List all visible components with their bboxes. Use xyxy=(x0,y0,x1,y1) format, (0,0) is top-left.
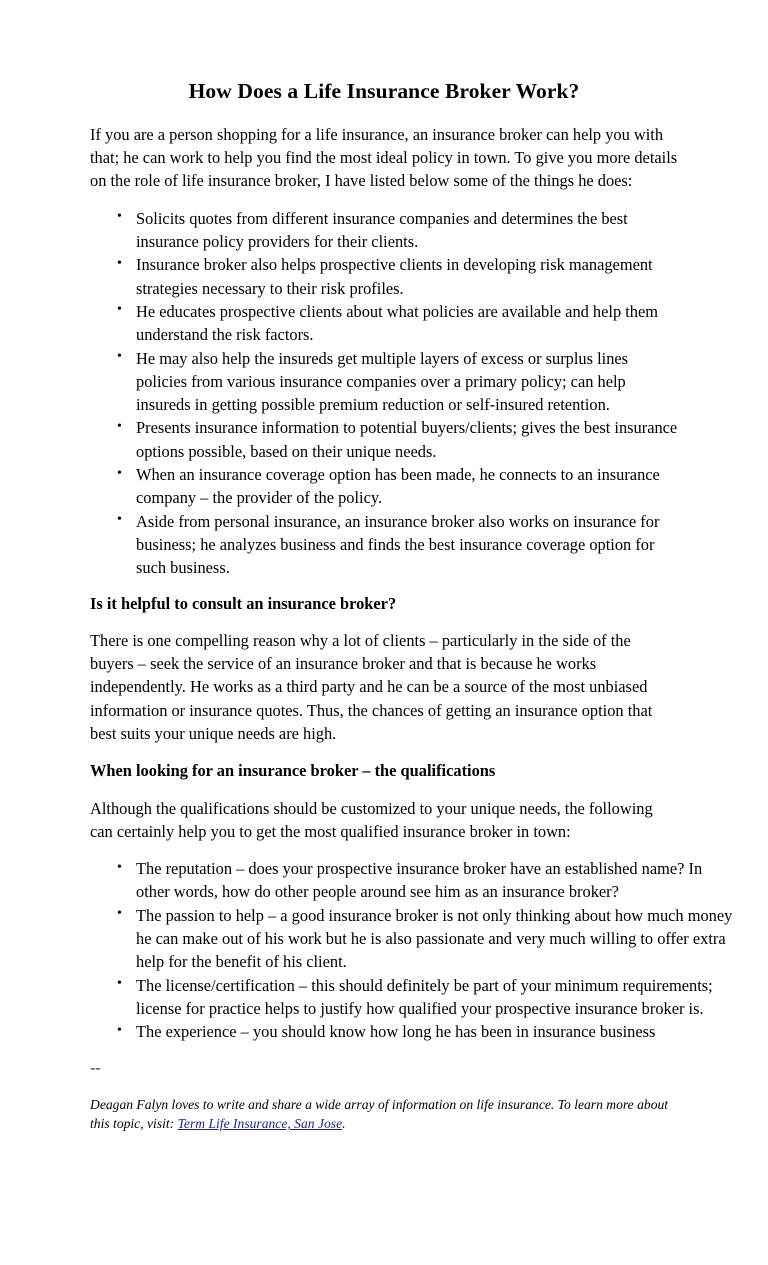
signature-text-before-link: Deagan Falyn loves to write and share a wide array of information on life insurance. To learn more about this topic, visit: xyxy=(90,1096,669,1132)
list-item: • The license/certification – this should definitely be part of your minimum requirements; license for practice helps to justify how qualified your prospective insurance broker is. xyxy=(90,974,733,1021)
list-item: • He educates prospective clients about what policies are available and help them understand the risk factors. xyxy=(90,300,678,347)
list-item: • He may also help the insureds get multiple layers of excess or surplus lines policies from various insurance companies over a primary policy; can help insureds in getting possible premium reduction or self-insured retention. xyxy=(90,347,678,417)
qualifications-list xyxy=(90,857,733,1043)
list-item: • The reputation – does your prospective insurance broker have an established name? In other words, how do other people around see him as an insurance broker? xyxy=(90,857,733,904)
paragraph-is-it-helpful: There is one compelling reason why a lot of clients – particularly in the side of the buyers – seek the service of an insurance broker and that is because he works independently. He works as a third party and he can be a source of the most unbiased information or insurance quotes. Thus, the chances of getting an insurance option that best suits your unique needs are high. xyxy=(90,630,653,743)
list-item: • The passion to help – a good insurance broker is not only thinking about how much money he can make out of his work but he is also passionate and very much willing to offer extra help for the benefit of his client. xyxy=(90,904,733,974)
page-title: How Does a Life Insurance Broker Work? xyxy=(188,79,580,103)
list-item: • Aside from personal insurance, an insurance broker also works on insurance for business; he analyzes business and finds the best insurance coverage option for such business. xyxy=(90,510,678,580)
author-signature xyxy=(90,1095,670,1134)
signature-separator: -- xyxy=(90,1057,101,1077)
intro-paragraph: If you are a person shopping for a life insurance, an insurance broker can help you with that; he can work to help you find the most ideal policy in town. To give you more details on the role of life insurance broker, I have listed below some of the things he does: xyxy=(90,124,678,191)
document-body xyxy=(90,78,733,1133)
list-item: • Insurance broker also helps prospective clients in developing risk management strategies necessary to their risk profiles. xyxy=(90,253,678,300)
heading-qualifications: When looking for an insurance broker – the qualifications xyxy=(90,761,496,781)
paragraph-qualifications: Although the qualifications should be customized to your unique needs, the following can certainly help you to get the most qualified insurance broker in town: xyxy=(90,798,653,841)
term-life-insurance-link[interactable]: Term Life Insurance, San Jose xyxy=(177,1116,343,1132)
list-item: • Solicits quotes from different insurance companies and determines the best insurance policy providers for their clients. xyxy=(90,207,678,254)
list-item: • Presents insurance information to potential buyers/clients; gives the best insurance options possible, based on their unique needs. xyxy=(90,416,678,463)
list-item: • The experience – you should know how long he has been in insurance business xyxy=(90,1020,733,1043)
broker-roles-list xyxy=(90,207,678,580)
list-item: • When an insurance coverage option has been made, he connects to an insurance company – the provider of the policy. xyxy=(90,463,678,510)
signature-text-after-link: . xyxy=(342,1116,346,1132)
heading-is-it-helpful: Is it helpful to consult an insurance broker? xyxy=(90,593,397,613)
